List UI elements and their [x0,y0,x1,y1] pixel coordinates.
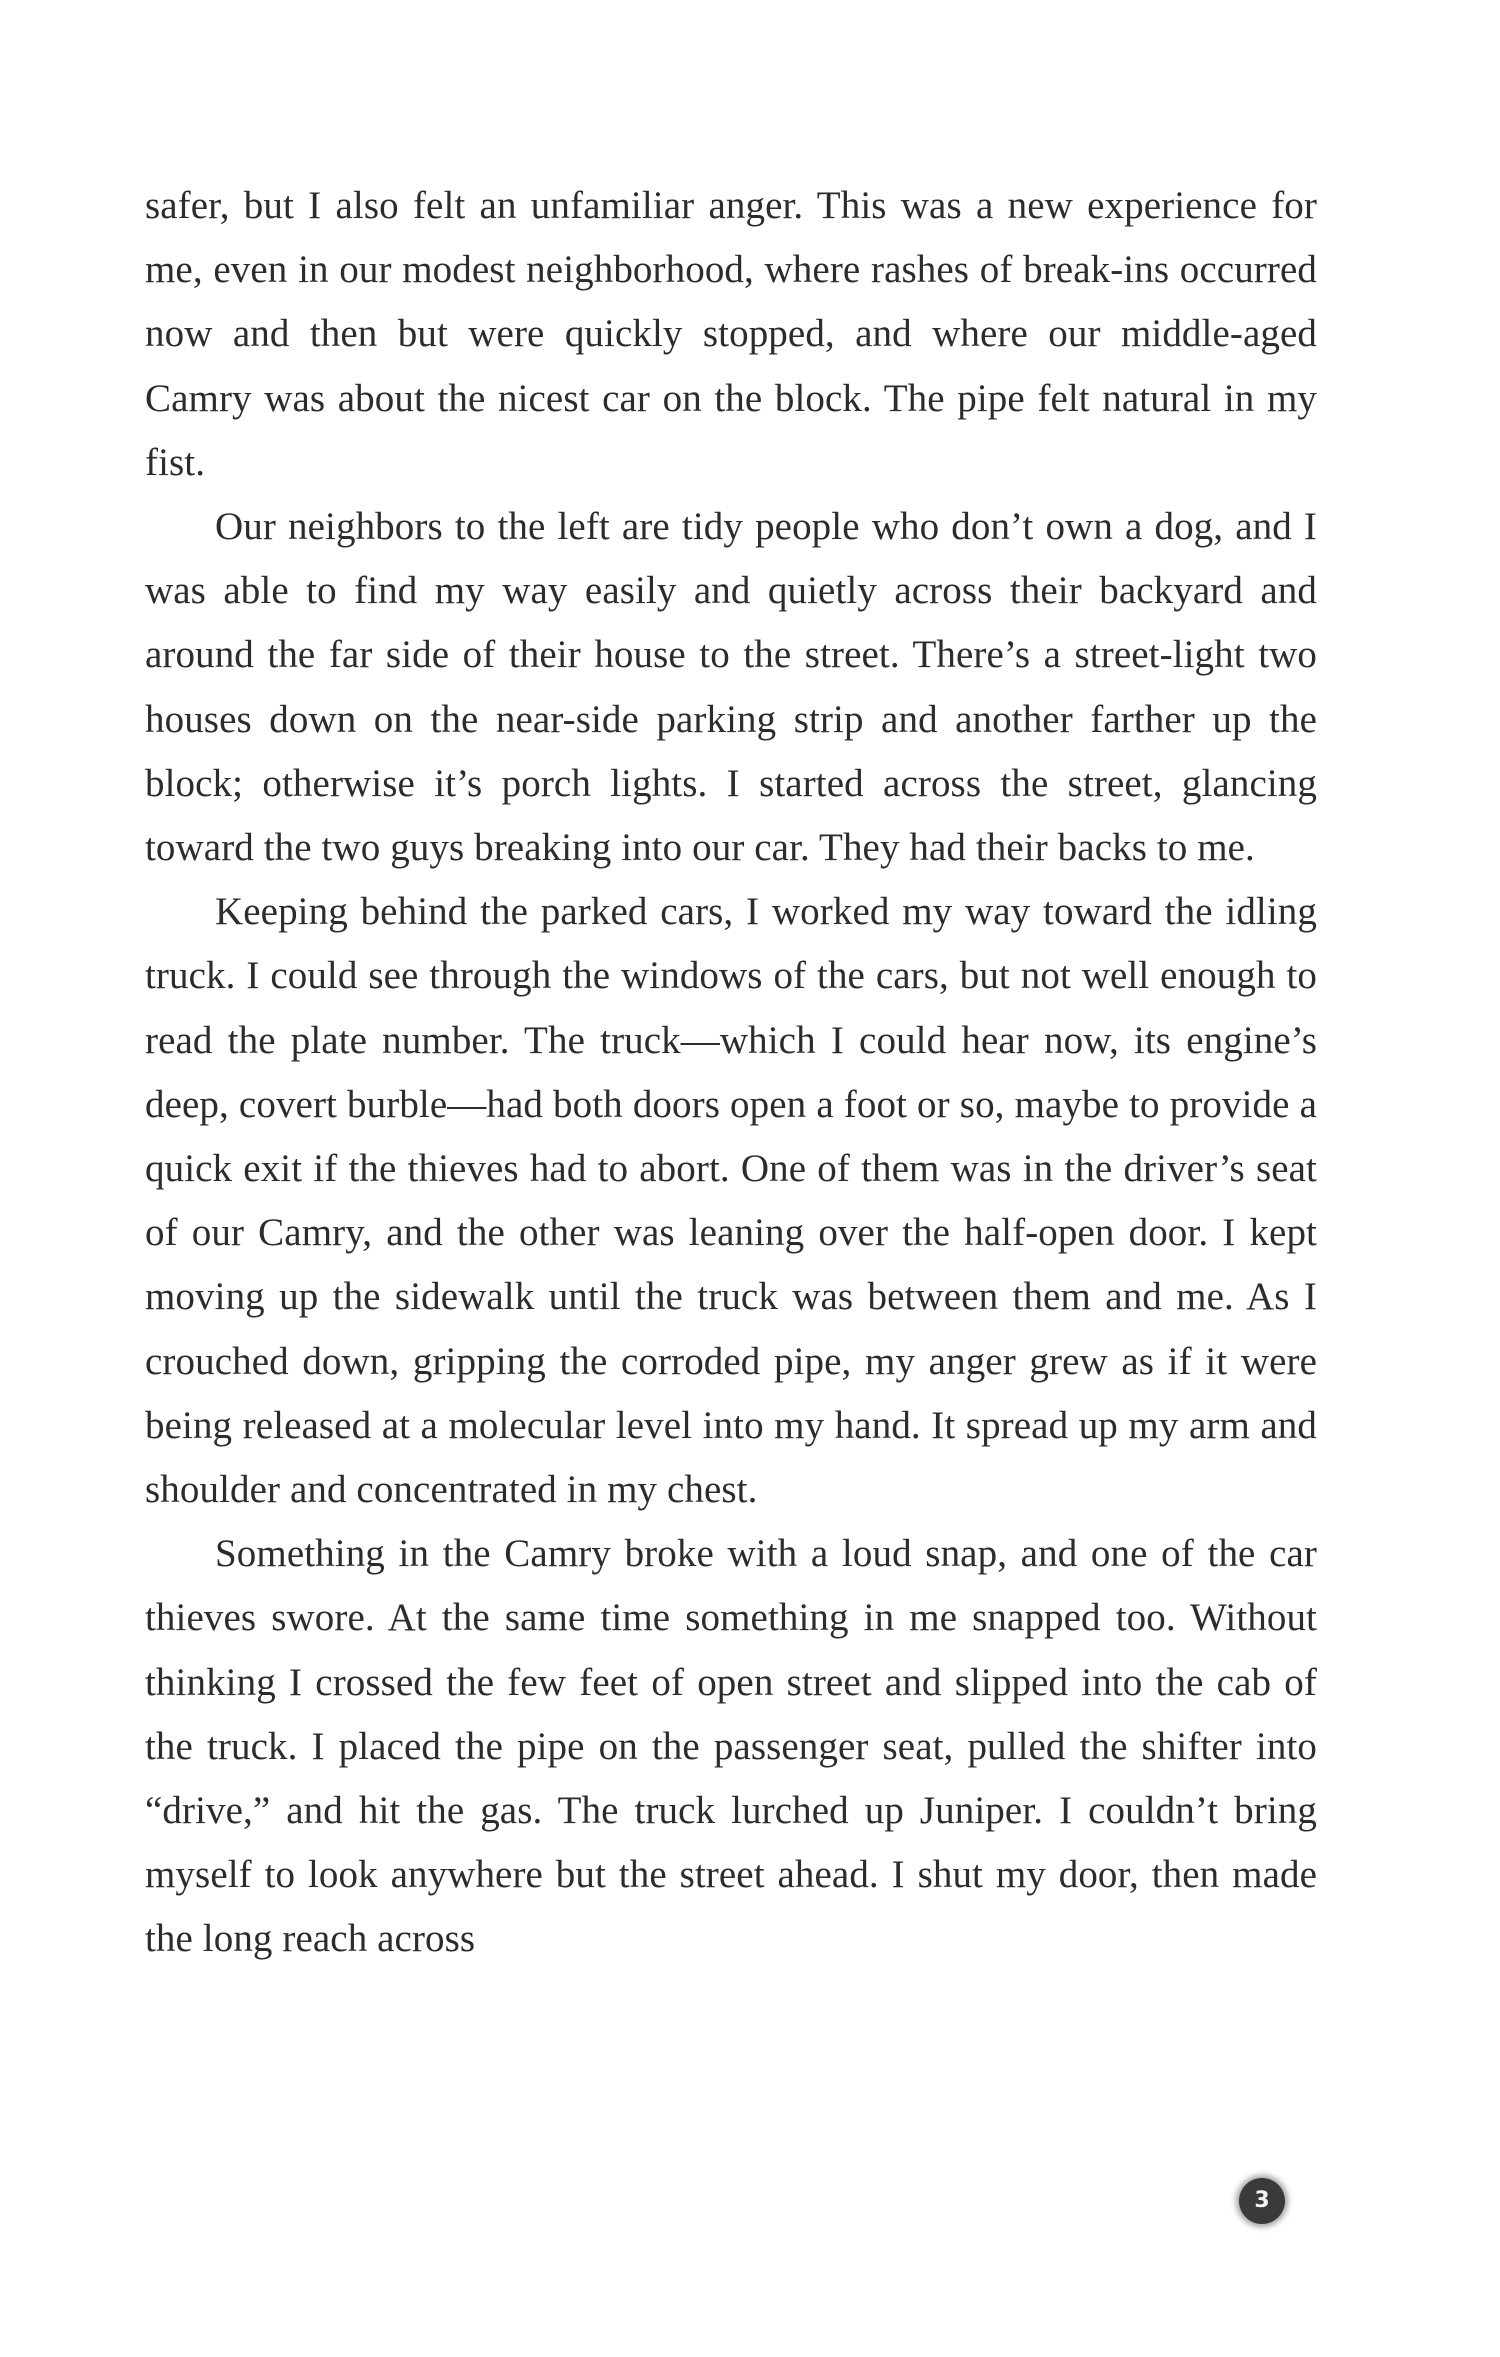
paragraph-3: Keeping behind the parked cars, I worked my way toward the idling truck. I could see through the windows of the cars, but not well enough to read the plate number. The truck—which I could hear now, its engine’s deep, covert burble—had both doors open a foot or so, maybe to provide a quick exit if the thieves had to abort. One of them was in the driver’s seat of our Camry, and the other was leaning over the half-open door. I kept moving up the sidewalk until the truck was between them and me. As I crouched down, gripping the corroded pipe, my anger grew as if it were being released at a molecular level into my hand. It spread up my arm and shoulder and concentrated in my chest. [145,890,1317,1512]
body-text [145,174,1317,1972]
page-number-badge: 3 [1239,2178,1285,2224]
paragraph-4: Something in the Camry broke with a loud snap, and one of the car thieves swore. At the same time something in me snapped too. Without thinking I crossed the few feet of open street and slipped into the cab of the truck. I placed the pipe on the passenger seat, pulled the shifter into “drive,” and hit the gas. The truck lurched up Juniper. I couldn’t bring myself to look anywhere but the street ahead. I shut my door, then made the long reach across [145,1532,1317,1961]
paragraph-1: safer, but I also felt an unfamiliar anger. This was a new experience for me, even in our modest neighborhood, where rashes of break-ins occurred now and then but were quickly stopped, and where our middle-aged Camry was about the nicest car on the block. The pipe felt natural in my fist. [145,184,1317,484]
paragraph-2: Our neighbors to the left are tidy people who don’t own a dog, and I was able to find my way easily and quietly across their backyard and around the far side of their house to the street. There’s a street-light two houses down on the near-side parking strip and another farther up the block; otherwise it’s porch lights. I started across the street, glancing toward the two guys breaking into our car. They had their backs to me. [145,505,1317,870]
